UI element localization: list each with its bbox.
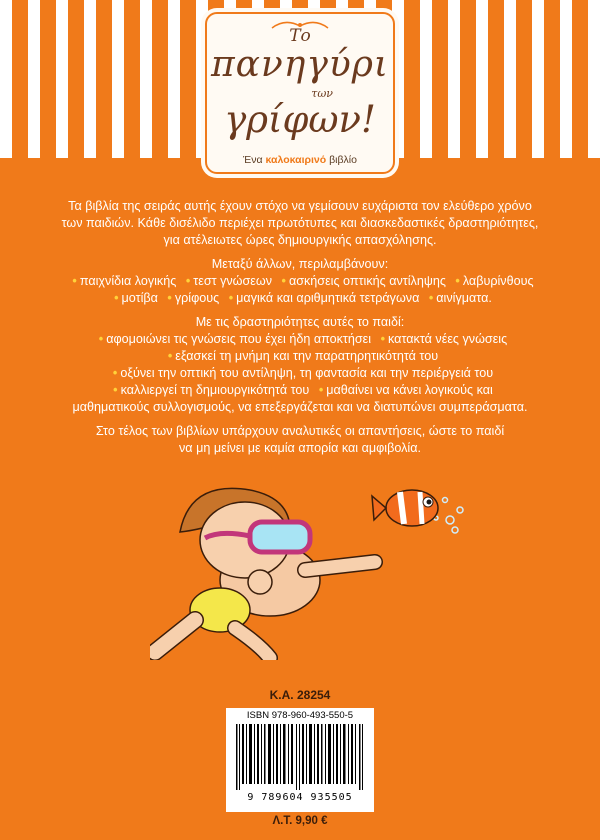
isbn: ISBN 978-960-493-550-5 [246,710,354,721]
title-line-3: των [311,87,333,100]
title-badge [205,12,395,174]
benefits-heading: Με τις δραστηριότητες αυτές το παιδί: [195,315,405,329]
list-item: • αινίγματα. [428,291,492,305]
list-item: • εξασκεί τη μνήμη και την παρατηρητικότητά του [167,349,439,363]
list-item: • τεστ γνώσεων [185,274,273,288]
child [155,488,375,658]
clownfish-icon [372,490,438,526]
list-item: • κατακτά νέες γνώσεις [380,332,508,346]
price: Λ.Τ. 9,90 € [272,815,328,827]
list-item: • παιχνίδια λογικής [72,274,177,288]
list-item: • γρίφους [167,291,220,305]
includes-heading: Μεταξύ άλλων, περιλαμβάνουν: [211,257,389,271]
list-item: • μαγικά και αριθμητικά τετράγωνα [228,291,420,305]
list-item: • λαβυρίνθους [455,274,534,288]
bubbles [434,498,463,534]
closing-paragraph: Στο τέλος των βιβλίων υπάρχουν αναλυτικές οι απαντήσεις, ώστε το παιδί να μη μείνει με καμία απορία και αμφιβολία. [95,424,505,455]
catalog-code: Κ.Α. 28254 [269,688,331,702]
barcode-box [226,708,374,812]
subtitle: Ένα καλοκαιρινό βιβλίο [243,154,357,166]
list-item: • αφομοιώνει τις γνώσεις που έχει ήδη αποκτήσει [98,332,372,346]
barcode-number: 9 789604 935505 [247,792,353,803]
benefits-list [40,331,560,416]
benefits-tail: μαθηματικούς συλλογισμούς, να επεξεργάζεται και να διατυπώνει συμπεράσματα. [72,400,528,414]
description [40,198,560,464]
barcode-icon [234,724,366,790]
title-line-4: γρίφων! [224,98,376,141]
list-item: • ασκήσεις οπτικής αντίληψης [281,274,446,288]
list-item: • μαθαίνει να κάνει λογικούς και [318,383,493,397]
includes-list [40,273,560,307]
subtitle-highlight: καλοκαιρινό [265,154,327,166]
list-item: • μοτίβα [114,291,158,305]
title-line-2: πανηγύρι [210,44,390,85]
intro-paragraph: Τα βιβλία της σειράς αυτής έχουν στόχο να γεμίσουν ευχάριστα τον ελεύθερο χρόνο των παιδιών. Κάθε δισέλιδο περιέχει πρωτότυπες και διασκεδαστικές δραστηριότητες, για ατέλειωτες ώρες δημιουργικής απασχόλησης. [61,199,539,247]
list-item: • οξύνει την οπτική του αντίληψη, τη φαντασία και την περιέργειά του [112,366,494,380]
swimming-child-illustration [150,470,470,660]
list-item: • καλλιεργεί τη δημιουργικότητά του [113,383,310,397]
title-line-1: Το [289,26,311,46]
